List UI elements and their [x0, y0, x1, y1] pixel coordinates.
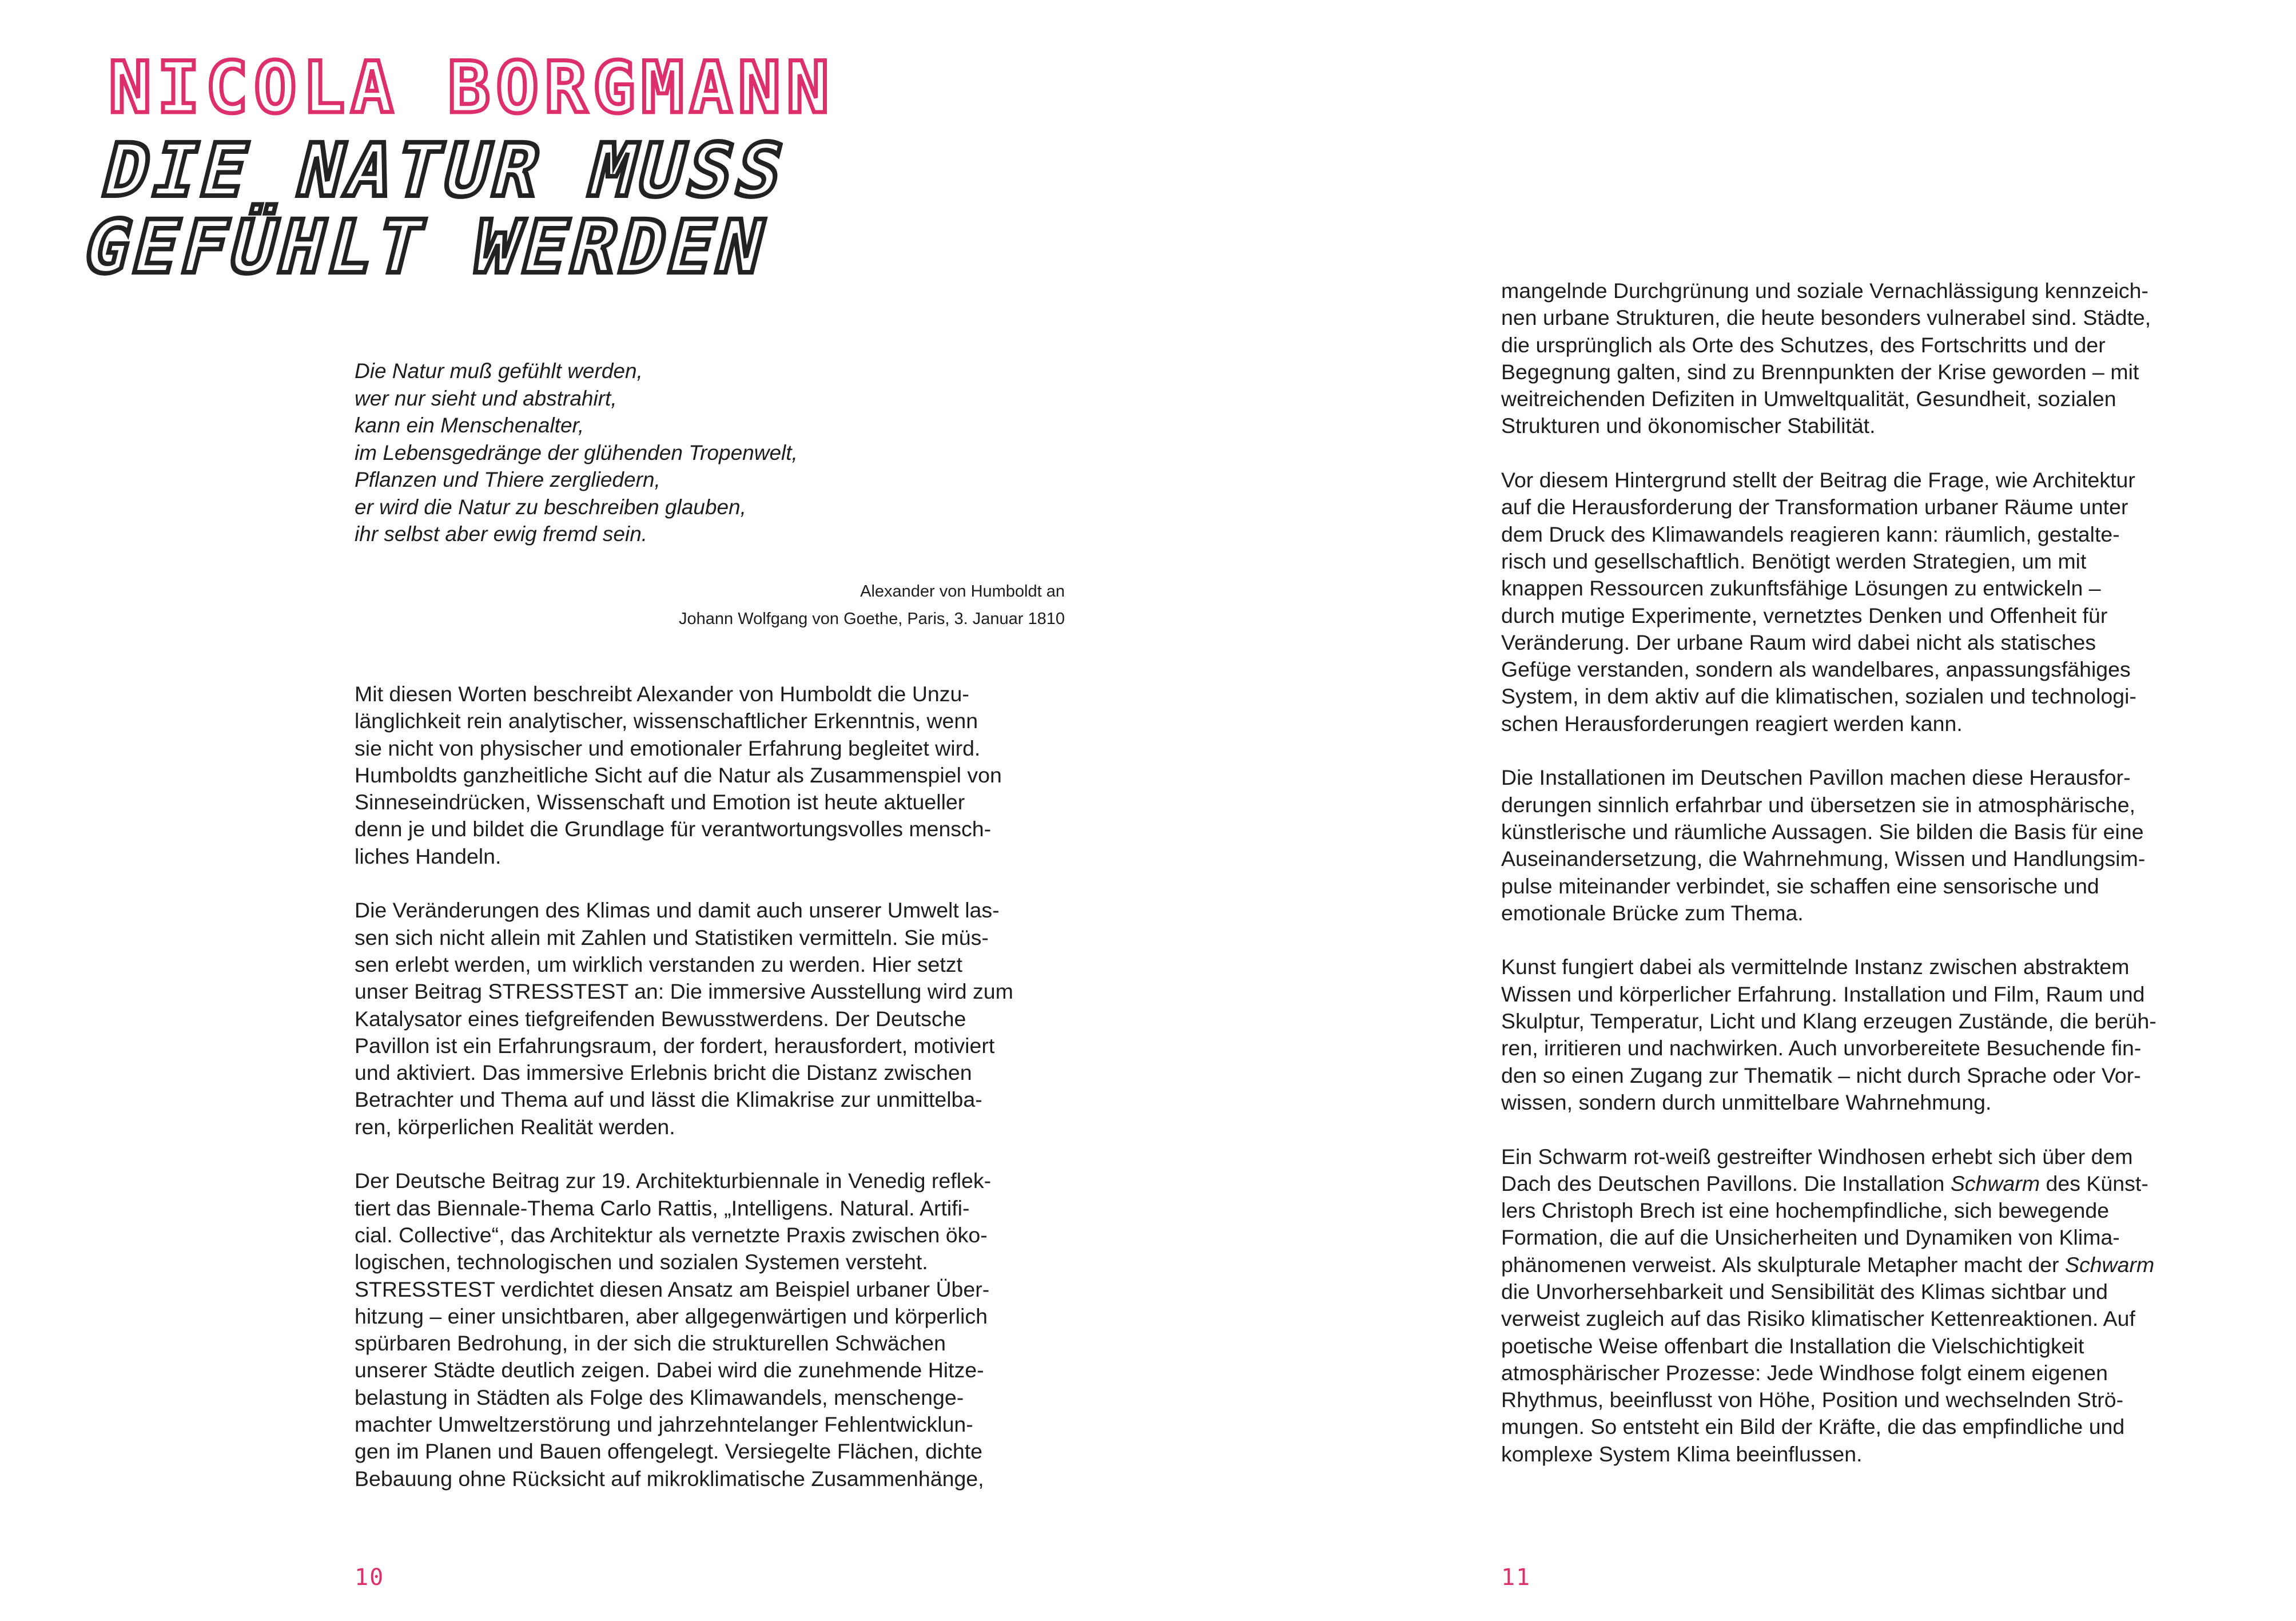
- text-line: logischen, technologischen und sozialen Systemen versteht.: [355, 1250, 928, 1274]
- text-line: atmosphärischer Prozesse: Jede Windhose folgt einem eigenen: [1501, 1360, 2108, 1385]
- quote-line: Pflanzen und Thiere zergliedern,: [355, 468, 660, 491]
- body-paragraph: [1501, 953, 2233, 1116]
- page-number-left: 10: [355, 1564, 385, 1591]
- epigraph-quote: [355, 357, 1064, 548]
- text-line: den so einen Zugang zur Thematik – nicht durch Sprache oder Vor-: [1501, 1063, 2141, 1087]
- text-line: sen erlebt werden, um wirklich verstanden zu werden. Hier setzt: [355, 952, 962, 976]
- text-line: Veränderung. Der urbane Raum wird dabei nicht als statisches: [1501, 630, 2096, 654]
- text-line: Wissen und körperlicher Erfahrung. Installation und Film, Raum und: [1501, 982, 2145, 1006]
- title-line: DIE NATUR MUSS: [94, 128, 797, 213]
- text-line: mungen. So entsteht ein Bild der Kräfte, die das empfindliche und: [1501, 1415, 2125, 1439]
- text-line: schen Herausforderungen reagiert werden kann.: [1501, 711, 1963, 736]
- quote-attribution: [515, 578, 1065, 633]
- text-line: Begegnung galten, sind zu Brennpunkten der Krise geworden – mit: [1501, 359, 2139, 384]
- text-line: sie nicht von physischer und emotionaler Erfahrung begleitet wird.: [355, 736, 981, 760]
- title-line: GEFÜHLT WERDEN: [75, 205, 778, 290]
- quote-line: er wird die Natur zu beschreiben glauben,: [355, 495, 746, 519]
- text-line: tiert das Biennale-Thema Carlo Rattis, „Intelligens. Natural. Artifi-: [355, 1195, 970, 1220]
- text-line: nen urbane Strukturen, die heute besonders vulnerabel sind. Städte,: [1501, 305, 2151, 330]
- text-line: System, in dem aktiv auf die klimatischen, sozialen und technologi-: [1501, 684, 2136, 709]
- text-line: Formation, die auf die Unsicherheiten und Dynamiken von Klima-: [1501, 1225, 2120, 1250]
- quote-line: wer nur sieht und abstrahirt,: [355, 386, 617, 410]
- text-line: Kunst fungiert dabei als vermittelnde Instanz zwischen abstraktem: [1501, 955, 2130, 979]
- text-line: komplexe System Klima beeinflussen.: [1501, 1441, 1863, 1466]
- text-line: und aktiviert. Das immersive Erlebnis bricht die Distanz zwischen: [355, 1060, 972, 1085]
- body-paragraph: [1501, 764, 2233, 927]
- text-line: wissen, sondern durch unmittelbare Wahrnehmung.: [1501, 1090, 1992, 1114]
- emphasis: Schwarm: [2064, 1252, 2155, 1277]
- text-line: Katalysator eines tiefgreifenden Bewusstwerdens. Der Deutsche: [355, 1006, 966, 1031]
- author-name: NICOLA BORGMANN: [109, 47, 835, 129]
- body-paragraph: [1501, 277, 2233, 440]
- quote-line: Die Natur muß gefühlt werden,: [355, 359, 643, 383]
- text-line: derungen sinnlich erfahrbar und übersetzen sie in atmosphärische,: [1501, 792, 2135, 817]
- quote-line: ihr selbst aber ewig fremd sein.: [355, 522, 648, 546]
- text-line: unser Beitrag STRESSTEST an: Die immersive Ausstellung wird zum: [355, 979, 1013, 1004]
- text-line: cial. Collective“, das Architektur als vernetzte Praxis zwischen öko-: [355, 1222, 988, 1247]
- text-line: länglichkeit rein analytischer, wissenschaftlicher Erkenntnis, wenn: [355, 709, 978, 733]
- text-line: STRESSTEST verdichtet diesen Ansatz am Beispiel urbaner Über-: [355, 1277, 990, 1301]
- text-line: machter Umweltzerstörung und jahrzehntelanger Fehlentwicklun-: [355, 1412, 973, 1437]
- text-line: emotionale Brücke zum Thema.: [1501, 900, 1804, 925]
- text-line: pulse miteinander verbindet, sie schaffen eine sensorische und: [1501, 873, 2099, 898]
- text-line: dem Druck des Klimawandels reagieren kann: räumlich, gestalte-: [1501, 522, 2120, 546]
- page-number-right: 11: [1501, 1564, 1531, 1591]
- text-line: Dach des Deutschen Pavillons. Die Installation Schwarm des Künst-: [1501, 1171, 2148, 1195]
- text-line: Bebauung ohne Rücksicht auf mikroklimatische Zusammenhänge,: [355, 1466, 984, 1491]
- text-line: Sinneseindrücken, Wissenschaft und Emotion ist heute aktueller: [355, 790, 965, 815]
- text-line: durch mutige Experimente, vernetztes Denken und Offenheit für: [1501, 603, 2108, 627]
- emphasis: Schwarm: [1950, 1171, 2040, 1195]
- text-line: künstlerische und räumliche Aussagen. Sie bilden die Basis für eine: [1501, 819, 2144, 844]
- quote-line: im Lebensgedränge der glühenden Tropenwelt,: [355, 440, 798, 464]
- text-line: sen sich nicht allein mit Zahlen und Statistiken vermitteln. Sie müs-: [355, 925, 989, 949]
- left-body-text: [355, 681, 1075, 1519]
- attribution-line: Johann Wolfgang von Goethe, Paris, 3. Januar 1810: [679, 610, 1065, 628]
- body-paragraph: [355, 681, 1075, 870]
- attribution-line: Alexander von Humboldt an: [860, 582, 1065, 601]
- text-line: risch und gesellschaftlich. Benötigt werden Strategien, um mit: [1501, 549, 2087, 573]
- text-line: Pavillon ist ein Erfahrungsraum, der fordert, herausfordert, motiviert: [355, 1033, 995, 1058]
- right-body-text: [1501, 277, 2233, 1495]
- text-line: die Unvorhersehbarkeit und Sensibilität des Klimas sichtbar und: [1501, 1279, 2108, 1304]
- text-line: Mit diesen Worten beschreibt Alexander von Humboldt die Unzu-: [355, 682, 969, 706]
- text-line: Betrachter und Thema auf und lässt die Klimakrise zur unmittelba-: [355, 1087, 982, 1112]
- text-line: denn je und bildet die Grundlage für verantwortungsvolles mensch-: [355, 817, 992, 841]
- text-line: poetische Weise offenbart die Installation die Vielschichtigkeit: [1501, 1333, 2084, 1358]
- body-paragraph: [355, 897, 1075, 1141]
- article-title: [75, 128, 797, 290]
- text-line: knappen Ressourcen zukunftsfähige Lösungen zu entwickeln –: [1501, 576, 2101, 601]
- text-line: liches Handeln.: [355, 844, 502, 868]
- text-line: hitzung – einer unsichtbaren, aber allgegenwärtigen und körperlich: [355, 1304, 988, 1328]
- text-line: Skulptur, Temperatur, Licht und Klang erzeugen Zustände, die berüh-: [1501, 1009, 2156, 1034]
- text-line: lers Christoph Brech ist eine hochempfindliche, sich bewegende: [1501, 1198, 2110, 1223]
- text-line: phänomenen verweist. Als skulpturale Metapher macht der Schwarm: [1501, 1252, 2155, 1277]
- text-line: die ursprünglich als Orte des Schutzes, des Fortschritts und der: [1501, 332, 2106, 357]
- text-line: ren, irritieren und nachwirken. Auch unvorbereitete Besuchende fin-: [1501, 1036, 2142, 1060]
- text-line: unserer Städte deutlich zeigen. Dabei wird die zunehmende Hitze-: [355, 1358, 984, 1382]
- text-line: verweist zugleich auf das Risiko klimatischer Kettenreaktionen. Auf: [1501, 1306, 2135, 1331]
- text-line: Gefüge verstanden, sondern als wandelbares, anpassungsfähiges: [1501, 657, 2131, 682]
- text-line: Die Installationen im Deutschen Pavillon machen diese Herausfor-: [1501, 765, 2131, 790]
- text-line: spürbaren Bedrohung, in der sich die strukturellen Schwächen: [355, 1331, 946, 1356]
- text-line: Strukturen und ökonomischer Stabilität.: [1501, 414, 1876, 438]
- text-line: Rhythmus, beeinflusst von Höhe, Position und wechselnden Strö-: [1501, 1388, 2124, 1412]
- quote-line: kann ein Menschenalter,: [355, 414, 584, 437]
- text-line: Ein Schwarm rot-weiß gestreifter Windhosen erhebt sich über dem: [1501, 1144, 2133, 1169]
- text-line: Auseinandersetzung, die Wahrnehmung, Wissen und Handlungsim-: [1501, 847, 2146, 871]
- body-paragraph: [1501, 467, 2233, 737]
- text-line: ren, körperlichen Realität werden.: [355, 1114, 675, 1139]
- text-line: belastung in Städten als Folge des Klimawandels, menschenge-: [355, 1385, 964, 1409]
- body-paragraph: [355, 1167, 1075, 1492]
- text-line: mangelnde Durchgrünung und soziale Vernachlässigung kennzeich-: [1501, 279, 2148, 303]
- text-line: Humboldts ganzheitliche Sicht auf die Natur als Zusammenspiel von: [355, 762, 1002, 787]
- text-line: Die Veränderungen des Klimas und damit auch unserer Umwelt las-: [355, 898, 1000, 923]
- text-line: Der Deutsche Beitrag zur 19. Architekturbiennale in Venedig reflek-: [355, 1169, 992, 1193]
- body-paragraph: [1501, 1143, 2233, 1468]
- text-line: Vor diesem Hintergrund stellt der Beitrag die Frage, wie Architektur: [1501, 468, 2135, 492]
- text-line: auf die Herausforderung der Transformation urbaner Räume unter: [1501, 495, 2128, 519]
- text-line: gen im Planen und Bauen offengelegt. Versiegelte Flächen, dichte: [355, 1439, 983, 1464]
- text-line: weitreichenden Defiziten in Umweltqualität, Gesundheit, sozialen: [1501, 387, 2116, 411]
